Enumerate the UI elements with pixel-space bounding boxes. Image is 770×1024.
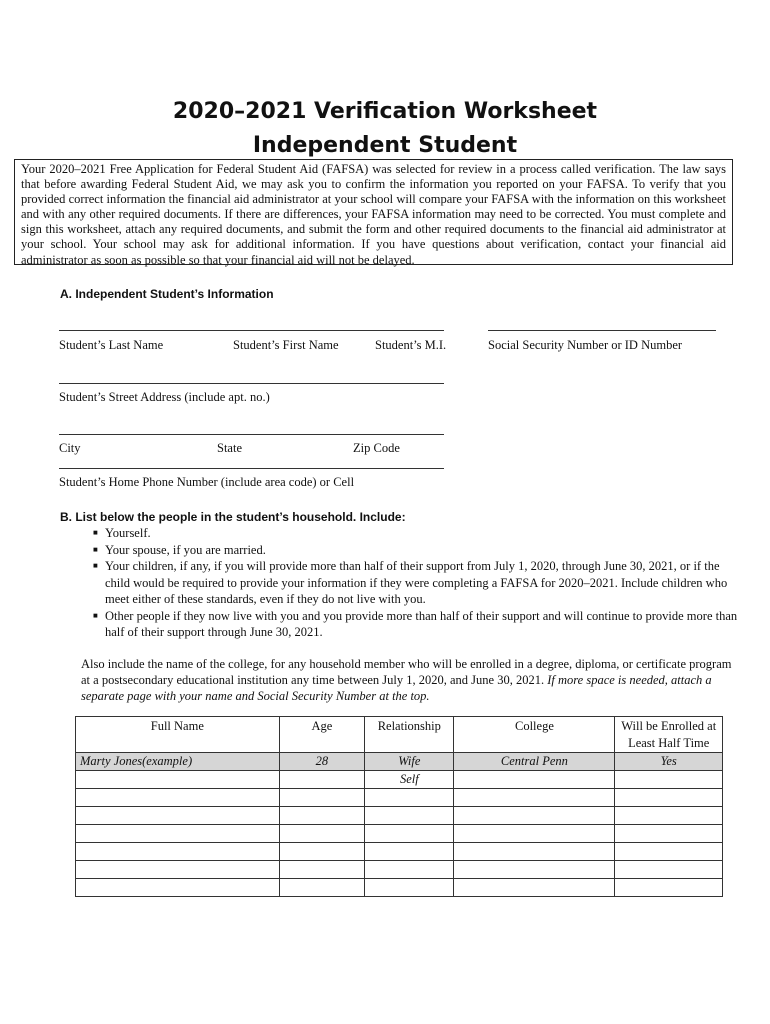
cell-input[interactable] [76,771,280,789]
cell-input[interactable] [279,807,365,825]
cell-input[interactable] [76,807,280,825]
ssn-line[interactable] [488,330,716,331]
address-line[interactable] [59,383,444,384]
cell-input[interactable] [615,861,723,879]
college-instructions: Also include the name of the college, for any household member who will be enrolled in a degree, diploma, or certificate program at a postsecondary educational institution any time between July 1, 2020, and June 30, 2021. If more space is needed, attach a separate page with your name and Social Security Number at the top. [81,657,732,703]
bullet-icon: ■ [93,610,98,620]
list-item: ■ Other people if they now live with you and you provide more than half of their support and will continue to provide more than half of their support through June 30, 2021. [93,608,738,639]
col-full-name: Full Name [76,717,280,753]
first-name-label: Student’s First Name [233,338,339,352]
cell-input[interactable] [279,879,365,897]
table-row [76,753,723,771]
cell-input[interactable] [76,879,280,897]
table-row [76,879,723,897]
cell-input[interactable] [365,861,454,879]
example-college: Central Penn [454,753,615,771]
table-row [76,825,723,843]
city-label: City [59,441,81,455]
cell-input[interactable] [365,789,454,807]
table-row [76,789,723,807]
cell-input[interactable] [365,825,454,843]
cell-input[interactable] [454,807,615,825]
cell-input[interactable] [454,843,615,861]
cell-input[interactable] [454,771,615,789]
phone-line[interactable] [59,468,444,469]
cell-input[interactable] [76,843,280,861]
section-a-heading: A. Independent Student’s Information [60,287,274,301]
table-row [76,843,723,861]
cell-input[interactable] [365,843,454,861]
cell-input[interactable] [615,879,723,897]
cell-input[interactable] [615,789,723,807]
example-enrolled: Yes [615,753,723,771]
cell-input[interactable] [454,879,615,897]
bullet-icon: ■ [93,528,98,537]
list-item: ■ Your spouse, if you are married. [93,542,266,557]
col-relationship: Relationship [365,717,454,753]
bullet-icon: ■ [93,544,98,554]
cell-input[interactable] [76,789,280,807]
col-college: College [454,717,615,753]
cell-input[interactable] [454,825,615,843]
cell-input[interactable] [279,843,365,861]
mi-label: Student’s M.I. [375,338,447,352]
household-table [75,716,723,897]
table-row [76,807,723,825]
intro-box: Your 2020–2021 Free Application for Federal Student Aid (FAFSA) was selected for review in a process called verification. The law says that before awarding Federal Student Aid, we may ask you to confirm the information you reported on your FAFSA. To verify that you provided correct information the financial aid administrator at your school will compare your FAFSA with the information on this worksheet and with any other required documents. If there are differences, your FAFSA information may need to be corrected. You must complete and sign this worksheet, attach any required documents, and submit the form and other required documents to the financial aid administrator at your school. Your school may ask for additional information. If you have questions about verification, contact your financial aid administrator as soon as possible so that your financial aid will not be delayed. [14,159,733,265]
cell-input[interactable] [615,825,723,843]
self-relationship[interactable]: Self [365,771,454,789]
cell-input[interactable] [279,789,365,807]
example-age: 28 [279,753,365,771]
worksheet-subtitle: Independent Student [252,133,518,158]
cell-input[interactable] [615,771,723,789]
cell-input[interactable] [615,807,723,825]
bullet-icon: ■ [93,561,98,570]
col-enrolled: Will be Enrolled at Least Half Time [615,717,723,753]
cell-input[interactable] [454,789,615,807]
list-item: ■ Your children, if any, if you will provide more than half of their support from July 1, 2020, through June 30, 2021, or if the child would be required to provide your information if they were completing a FAFSA for 2020–2021. Include children who meet either of these standards, even if they do not live with you. [93,559,728,606]
cell-input[interactable] [615,843,723,861]
cell-input[interactable] [279,861,365,879]
zip-label: Zip Code [353,441,400,455]
cell-input[interactable] [279,825,365,843]
example-name: Marty Jones(example) [76,753,280,771]
col-age: Age [279,717,365,753]
state-label: State [217,441,242,455]
list-item: ■ Yourself. [93,526,151,540]
section-b-heading: B. List below the people in the student’s household. Include: [60,510,406,524]
cell-input[interactable] [454,861,615,879]
table-row [76,771,723,789]
last-name-label: Student’s Last Name [59,338,164,352]
household-include-list [93,525,743,641]
name-line[interactable] [59,330,444,331]
address-label: Student’s Street Address (include apt. no.) [59,390,270,404]
cell-input[interactable] [365,879,454,897]
table-row [76,861,723,879]
cell-input[interactable] [279,771,365,789]
cell-input[interactable] [76,825,280,843]
city-state-zip-line[interactable] [59,434,444,435]
cell-input[interactable] [76,861,280,879]
ssn-label: Social Security Number or ID Number [488,338,683,352]
phone-label: Student’s Home Phone Number (include area code) or Cell [59,475,355,489]
example-relationship: Wife [365,753,454,771]
worksheet-title: 2020–2021 Verification Worksheet [172,99,598,124]
extra-space-note: If more space is needed, attach a separate page with your name and Social Security Number at the top. [81,673,712,703]
table-header-row [76,717,723,753]
cell-input[interactable] [365,807,454,825]
